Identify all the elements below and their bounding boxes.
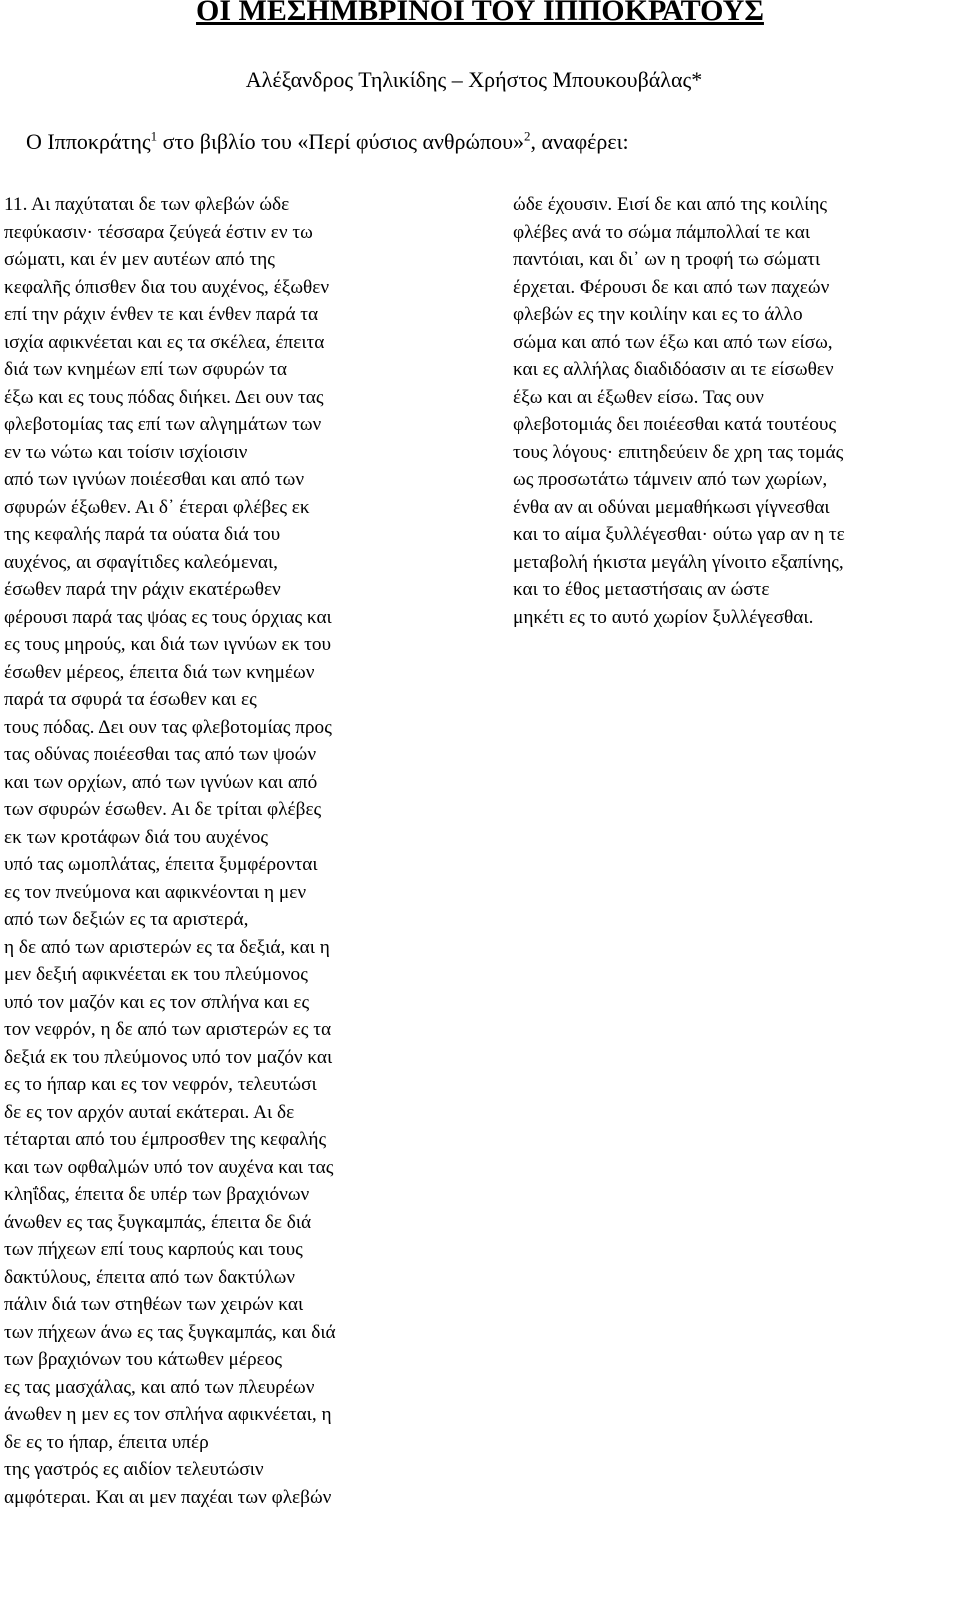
text-line: έσωθεν παρά την ράχιν εκατέρωθεν <box>4 579 281 600</box>
text-line: επί την ράχιν ένθεν τε και ένθεν παρά τα <box>4 304 319 325</box>
intro-text-2: στο βιβλίο του «Περί φύσιος ανθρώπου» <box>157 129 524 154</box>
text-line: της κεφαλής παρά τα ούατα διά του <box>4 524 281 545</box>
text-line: τους λόγους· επιτηδεύειν δε χρη τας τομάς <box>513 441 844 463</box>
text-line: έξω και αι έξωθεν είσω. Τας ουν <box>513 386 764 408</box>
text-line: και των ορχίων, από των ιγνύων και από <box>4 771 318 793</box>
text-line: πεφύκασιν· τέσσαρα ζεύγεά έστιν εν τω <box>4 221 313 243</box>
text-line: τους πόδας. Δει ουν τας φλεβοτομίας προς <box>4 716 332 738</box>
text-line: και των οφθαλμών υπό τον αυχένα και τας <box>4 1156 334 1178</box>
text-line: η δε από των αριστερών ες τα δεξιά, και η <box>4 936 330 958</box>
text-line: ες το ήπαρ και ες τον νεφρόν, τελευτώσι <box>4 1074 317 1095</box>
text-line: μεταβολή ήκιστα μεγάλη γίνοιτο εξαπίνης, <box>513 551 844 573</box>
intro-text-1: Ο Ιπποκράτης <box>26 129 151 154</box>
text-line: έρχεται. Φέρουσι δε και από των παχεών <box>513 276 830 298</box>
text-line: ες τας μασχάλας, και από των πλευρέων <box>4 1376 315 1398</box>
text-line: άνωθεν ες τας ξυγκαμπάς, έπειτα δε διά <box>4 1211 312 1233</box>
text-line: μεν δεξιή αφικνέεται εκ του πλεύμονος <box>4 964 308 985</box>
text-line: από των δεξιών ες τα αριστερά, <box>4 909 249 930</box>
right-text-column <box>513 191 958 631</box>
text-line: ως προσωτάτω τάμνειν από των χωρίων, <box>513 469 828 490</box>
text-line: ισχία αφικνέεται και ες τα σκέλεα, έπειτα <box>4 331 325 353</box>
text-line: των πήχεων επί τους καρπούς και τους <box>4 1239 303 1260</box>
text-line: εκ των κροτάφων διά του αυχένος <box>4 826 269 848</box>
text-line: δακτύλους, έπειτα από των δακτύλων <box>4 1266 296 1288</box>
text-line: τας οδύνας ποιέεσθαι τας από των ψοών <box>4 744 317 765</box>
text-line: φλεβοτομίας τας επί των αλγημάτων των <box>4 414 322 435</box>
text-line: και το αίμα ξυλλέγεσθαι· ούτω γαρ αν η τε <box>513 524 845 545</box>
text-line: σφυρών έξωθεν. Αι δ᾽ έτεραι φλέβες εκ <box>4 496 310 518</box>
text-line: έσωθεν μέρεος, έπειτα διά των κνημέων <box>4 661 315 683</box>
text-line: εν τω νώτω και τοίσιν ισχίοισιν <box>4 441 248 463</box>
text-line: μηκέτι ες το αυτό χωρίον ξυλλέγεσθαι. <box>513 606 814 628</box>
text-line: κεφαλῆς όπισθεν δια του αυχένος, έξωθεν <box>4 276 330 298</box>
text-line: έξω και ες τους πόδας διήκει. Δει ουν τας <box>4 386 324 408</box>
intro-text-3: , αναφέρει: <box>530 129 629 154</box>
text-line: της γαστρός ες αιδίον τελευτώσιν <box>4 1459 264 1480</box>
text-line: σώμα και από των έξω και από των είσω, <box>513 331 833 353</box>
text-line: ες τον πνεύμονα και αφικνέονται η μεν <box>4 881 307 903</box>
text-line: πάλιν διά των στηθέων των χειρών και <box>4 1294 304 1315</box>
document-title: ΟΙ ΜΕΣΗΜΒΡΙΝΟΙ ΤΟΥ ΙΠΠΟΚΡΑΤΟΥΣ <box>196 0 764 27</box>
text-line: φλεβών ες την κοιλίην και ες το άλλο <box>513 304 803 325</box>
text-line: φλέβες ανά το σώμα πάμπολλαί τε και <box>513 221 811 243</box>
text-line: αυχένος, αι σφαγίτιδες καλεόμεναι, <box>4 551 278 573</box>
text-line: και ες αλλήλας διαδιδόασιν αι τε είσωθεν <box>513 359 834 380</box>
text-line: ώδε έχουσιν. Εισί δε και από της κοιλίης <box>513 194 828 215</box>
footnote-ref-2: 2 <box>523 128 531 144</box>
text-line: παρά τα σφυρά τα έσωθεν και ες <box>4 689 257 710</box>
text-line: τέταρται από του έμπροσθεν της κεφαλής <box>4 1129 327 1150</box>
authors-line: Αλέξανδρος Τηλικίδης – Χρήστος Μπουκουβάλας* <box>245 67 703 92</box>
text-line: 11. Αι παχύταται δε των φλεβών ώδε <box>4 194 290 215</box>
text-line: δε ες τον αρχόν αυταί εκάτεραι. Αι δε <box>4 1101 295 1123</box>
text-line: ένθα αν αι οδύναι μεμαθήκωσι γίγνεσθαι <box>513 496 830 518</box>
text-line: υπό τον μαζόν και ες τον σπλήνα και ες <box>4 991 310 1013</box>
text-line: τον νεφρόν, η δε από των αριστερών ες τα <box>4 1019 332 1040</box>
text-line: από των ιγνύων ποιέεσθαι και από των <box>4 469 305 490</box>
text-line: των σφυρών έσωθεν. Αι δε τρίται φλέβες <box>4 799 322 820</box>
text-line: φλεβοτομιάς δει ποιέεσθαι κατά τουτέους <box>513 414 837 435</box>
footnote-ref-1: 1 <box>150 128 158 144</box>
intro-sentence <box>26 128 629 156</box>
text-line: άνωθεν η μεν ες τον σπλήνα αφικνέεται, η <box>4 1404 332 1425</box>
text-line: και το έθος μεταστήσαις αν ώστε <box>513 579 770 600</box>
text-line: δε ες το ήπαρ, έπειτα υπέρ <box>4 1431 209 1453</box>
text-line: παντόιαι, και δι᾽ ων η τροφή τω σώματι <box>513 249 821 270</box>
text-line: των πήχεων άνω ες τας ξυγκαμπάς, και διά <box>4 1321 336 1343</box>
text-line: των βραχιόνων του κάτωθεν μέρεος <box>4 1349 282 1370</box>
text-line: διά των κνημέων επί των σφυρών τα <box>4 359 287 380</box>
text-line: σώματι, και έν μεν αυτέων από της <box>4 249 275 270</box>
text-line: κληΐδας, έπειτα δε υπέρ των βραχιόνων <box>4 1184 310 1205</box>
text-line: αμφότεραι. Και αι μεν παχέαι των φλεβών <box>4 1486 332 1508</box>
left-text-column <box>4 191 454 1511</box>
text-line: δεξιά εκ του πλεύμονος υπό τον μαζόν και <box>4 1046 333 1068</box>
text-line: ες τους μηρούς, και διά των ιγνύων εκ του <box>4 634 332 655</box>
text-line: φέρουσι παρά τας ψόας ες τους όρχιας και <box>4 606 332 628</box>
text-line: υπό τας ωμοπλάτας, έπειτα ξυμφέρονται <box>4 854 318 875</box>
